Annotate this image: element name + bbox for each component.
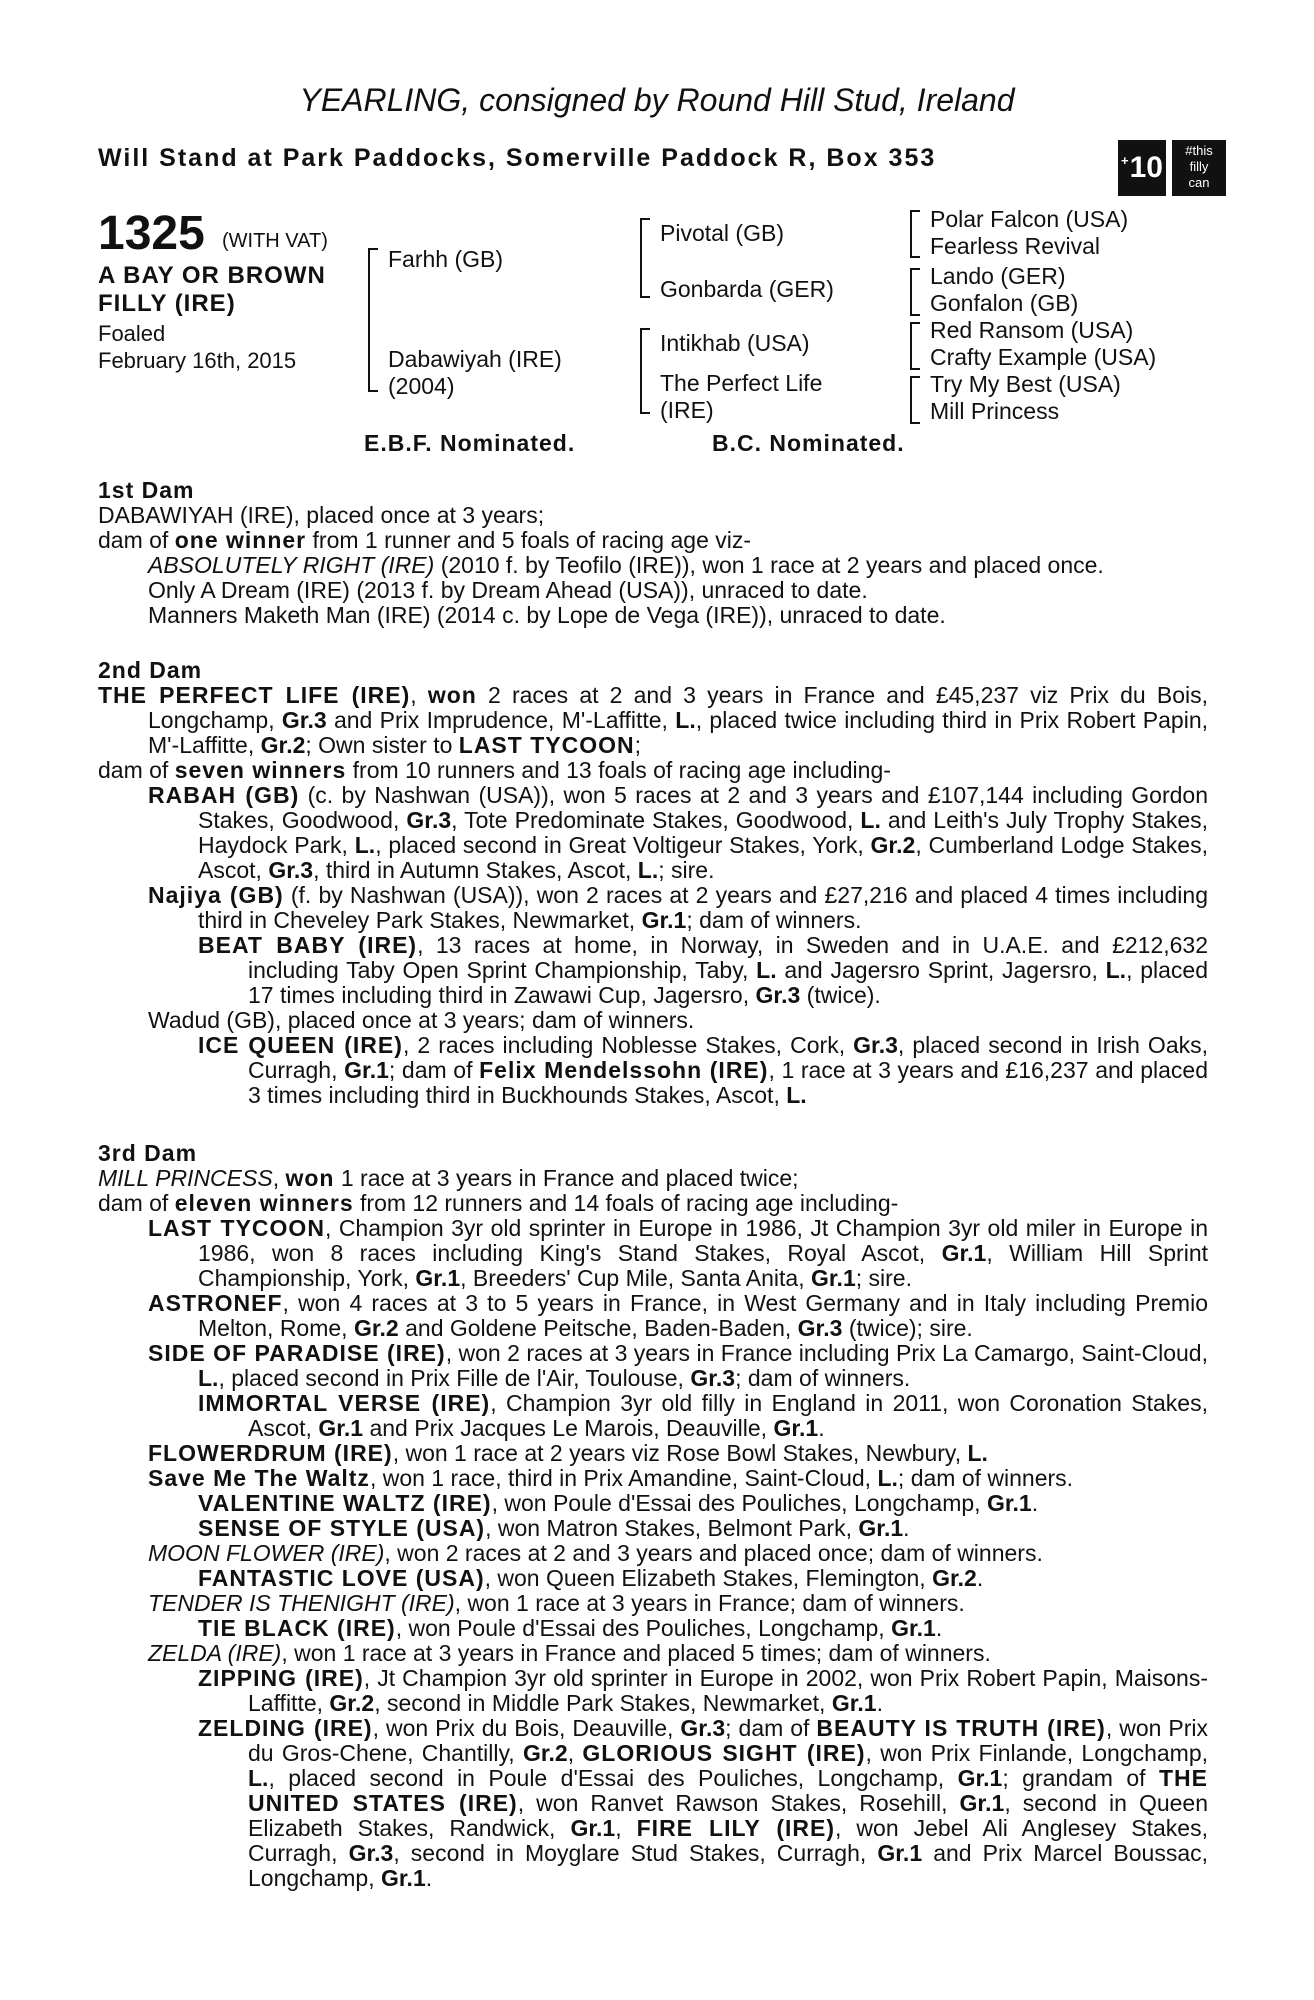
produce-line: ICE QUEEN (IRE), 2 races including Noblesse Stakes, Cork, Gr.3, placed second in Irish Oaks, Curragh, Gr.1; dam of Felix Mendelssohn (IRE), 1 race at 3 years and £16,237 and placed 3 times including third in Buckhounds Stakes, Ascot, L. xyxy=(198,1032,1209,1108)
dam-line: dam of one winner from 1 runner and 5 foals of racing age viz- xyxy=(98,527,752,553)
produce-line: ABSOLUTELY RIGHT (IRE) (2010 f. by Teofilo (IRE)), won 1 race at 2 years and placed once. xyxy=(148,552,1104,578)
stand-location: Will Stand at Park Paddocks, Somerville Paddock R, Box 353 xyxy=(98,144,937,172)
badge-10-icon: + 10 xyxy=(1118,140,1166,196)
produce-line: ZELDA (IRE), won 1 race at 3 years in France and placed 5 times; dam of winners. xyxy=(148,1640,991,1666)
produce-line: TENDER IS THENIGHT (IRE), won 1 race at 3 years in France; dam of winners. xyxy=(148,1590,965,1616)
dam-line: DABAWIYAH (IRE), placed once at 3 years; xyxy=(98,502,545,528)
ebf-nominated: E.B.F. Nominated. xyxy=(364,430,576,456)
lot-vat: (WITH VAT) xyxy=(222,230,328,252)
dam-line: dam of eleven winners from 12 runners and 14 foals of racing age including- xyxy=(98,1190,899,1216)
produce-line: RABAH (GB) (c. by Nashwan (USA)), won 5 races at 2 and 3 years and £107,144 including Gordon Stakes, Goodwood, Gr.3, Tote Predominate Stakes, Goodwood, L. and Leith's July Trophy Stakes, Haydock Park, L., placed second in Great Voltigeur Stakes, York, Gr.2, Cumberland Lodge Stakes, Ascot, Gr.3, third in Autumn Stakes, Ascot, L.; sire. xyxy=(148,782,1209,883)
pedigree-gs2: Gonbarda (GER) xyxy=(660,276,834,302)
pedigree-brace xyxy=(910,322,920,370)
pedigree-gs1: Pivotal (GB) xyxy=(660,220,784,246)
produce-line: Najiya (GB) (f. by Nashwan (USA)), won 2 races at 2 years and £27,216 and placed 4 times including third in Cheveley Park Stakes, Newmarket, Gr.1; dam of winners. xyxy=(148,882,1208,933)
pedigree-brace xyxy=(910,268,920,316)
pedigree-brace xyxy=(910,376,920,424)
lot-description: A BAY OR BROWN FILLY (IRE) xyxy=(98,262,326,317)
this-filly-can-badge-icon: #this filly can xyxy=(1172,140,1226,196)
foaled-info: Foaled February 16th, 2015 xyxy=(98,321,297,373)
section-heading: 2nd Dam xyxy=(98,657,203,683)
third-dam-section xyxy=(98,1141,1208,1891)
second-dam-section xyxy=(98,658,1208,1108)
produce-line: Manners Maketh Man (IRE) (2014 c. by Lope de Vega (IRE)), unraced to date. xyxy=(148,602,946,628)
lot-number: 1325 xyxy=(98,207,205,260)
pedigree-ggs: Polar Falcon (USA) Fearless Revival xyxy=(930,206,1129,259)
produce-line: TIE BLACK (IRE), won Poule d'Essai des Pouliches, Longchamp, Gr.1. xyxy=(198,1615,943,1641)
first-dam-section xyxy=(98,478,1208,628)
produce-line: Save Me The Waltz, won 1 race, third in Prix Amandine, Saint-Cloud, L.; dam of winners. xyxy=(148,1465,1074,1491)
pedigree-brace xyxy=(640,328,650,414)
dam-line: THE PERFECT LIFE (IRE), won 2 races at 2 and 3 years in France and £45,237 viz Prix du Bois, Longchamp, Gr.3 and Prix Imprudence, M'-Laffitte, L., placed twice including third in Prix Robert Papin, M'-Laffitte, Gr.2; Own sister to LAST TYCOON; xyxy=(98,682,1209,758)
produce-line: ZIPPING (IRE), Jt Champion 3yr old sprinter in Europe in 2002, won Prix Robert Papin, Maisons-Laffitte, Gr.2, second in Middle Park Stakes, Newmarket, Gr.1. xyxy=(198,1665,1209,1716)
section-heading: 3rd Dam xyxy=(98,1140,198,1166)
pedigree-brace xyxy=(910,210,920,258)
produce-line: ZELDING (IRE), won Prix du Bois, Deauville, Gr.3; dam of BEAUTY IS TRUTH (IRE), won Prix du Gros-Chene, Chantilly, Gr.2, GLORIOUS SIGHT (IRE), won Prix Finlande, Longchamp, L., placed second in Poule d'Essai des Pouliches, Longchamp, Gr.1; grandam of THE UNITED STATES (IRE), won Ranvet Rawson Stakes, Rosehill, Gr.1, second in Queen Elizabeth Stakes, Randwick, Gr.1, FIRE LILY (IRE), won Jebel Ali Anglesey Stakes, Curragh, Gr.3, second in Moyglare Stud Stakes, Curragh, Gr.1 and Prix Marcel Boussac, Longchamp, Gr.1. xyxy=(198,1715,1209,1891)
produce-line: IMMORTAL VERSE (IRE), Champion 3yr old filly in England in 2011, won Coronation Stakes, Ascot, Gr.1 and Prix Jacques Le Marois, Deauville, Gr.1. xyxy=(198,1390,1208,1441)
produce-line: LAST TYCOON, Champion 3yr old sprinter in Europe in 1986, Jt Champion 3yr old miler in Europe in 1986, won 8 races including King's Stand Stakes, Royal Ascot, Gr.1, William Hill Sprint Championship, York, Gr.1, Breeders' Cup Mile, Santa Anita, Gr.1; sire. xyxy=(148,1215,1209,1291)
produce-line: MOON FLOWER (IRE), won 2 races at 2 and 3 years and placed once; dam of winners. xyxy=(148,1540,1043,1566)
produce-line: Only A Dream (IRE) (2013 f. by Dream Ahead (USA)), unraced to date. xyxy=(148,577,868,603)
pedigree-gs4: The Perfect Life (IRE) xyxy=(660,370,823,423)
pedigree-brace xyxy=(368,248,378,392)
produce-line: FLOWERDRUM (IRE), won 1 race at 2 years viz Rose Bowl Stakes, Newbury, L. xyxy=(148,1440,988,1466)
section-heading: 1st Dam xyxy=(98,477,195,503)
produce-line: ASTRONEF, won 4 races at 3 to 5 years in France, in West Germany and in Italy including Premio Melton, Rome, Gr.2 and Goldene Peitsche, Baden-Baden, Gr.3 (twice); sire. xyxy=(148,1290,1208,1341)
produce-line: SENSE OF STYLE (USA), won Matron Stakes, Belmont Park, Gr.1. xyxy=(198,1515,910,1541)
produce-line: Wadud (GB), placed once at 3 years; dam of winners. xyxy=(148,1007,695,1033)
dam-line: dam of seven winners from 10 runners and 13 foals of racing age including- xyxy=(98,757,891,783)
produce-line: SIDE OF PARADISE (IRE), won 2 races at 3 years in France including Prix La Camargo, Saint-Cloud, L., placed second in Prix Fille de l'Air, Toulouse, Gr.3; dam of winners. xyxy=(148,1340,1208,1391)
pedigree-ggs: Red Ransom (USA) Crafty Example (USA) xyxy=(930,317,1157,370)
produce-line: FANTASTIC LOVE (USA), won Queen Elizabeth Stakes, Flemington, Gr.2. xyxy=(198,1565,984,1591)
pedigree-ggs: Try My Best (USA) Mill Princess xyxy=(930,371,1121,424)
pedigree-dam: Dabawiyah (IRE) (2004) xyxy=(388,346,562,399)
dam-line: MILL PRINCESS, won 1 race at 3 years in France and placed twice; xyxy=(98,1165,799,1191)
pedigree-gs3: Intikhab (USA) xyxy=(660,330,810,356)
produce-line: BEAT BABY (IRE), 13 races at home, in Norway, in Sweden and in U.A.E. and £212,632 including Taby Open Sprint Championship, Taby, L. and Jagersro Sprint, Jagersro, L., placed 17 times including third in Zawawi Cup, Jagersro, Gr.3 (twice). xyxy=(198,932,1208,1008)
page-title: YEARLING, consigned by Round Hill Stud, Ireland xyxy=(299,82,1015,118)
pedigree-sire: Farhh (GB) xyxy=(388,246,504,272)
bc-nominated: B.C. Nominated. xyxy=(712,430,905,456)
pedigree-brace xyxy=(640,218,650,298)
pedigree-ggs: Lando (GER) Gonfalon (GB) xyxy=(930,263,1079,316)
produce-line: VALENTINE WALTZ (IRE), won Poule d'Essai des Pouliches, Longchamp, Gr.1. xyxy=(198,1490,1039,1516)
